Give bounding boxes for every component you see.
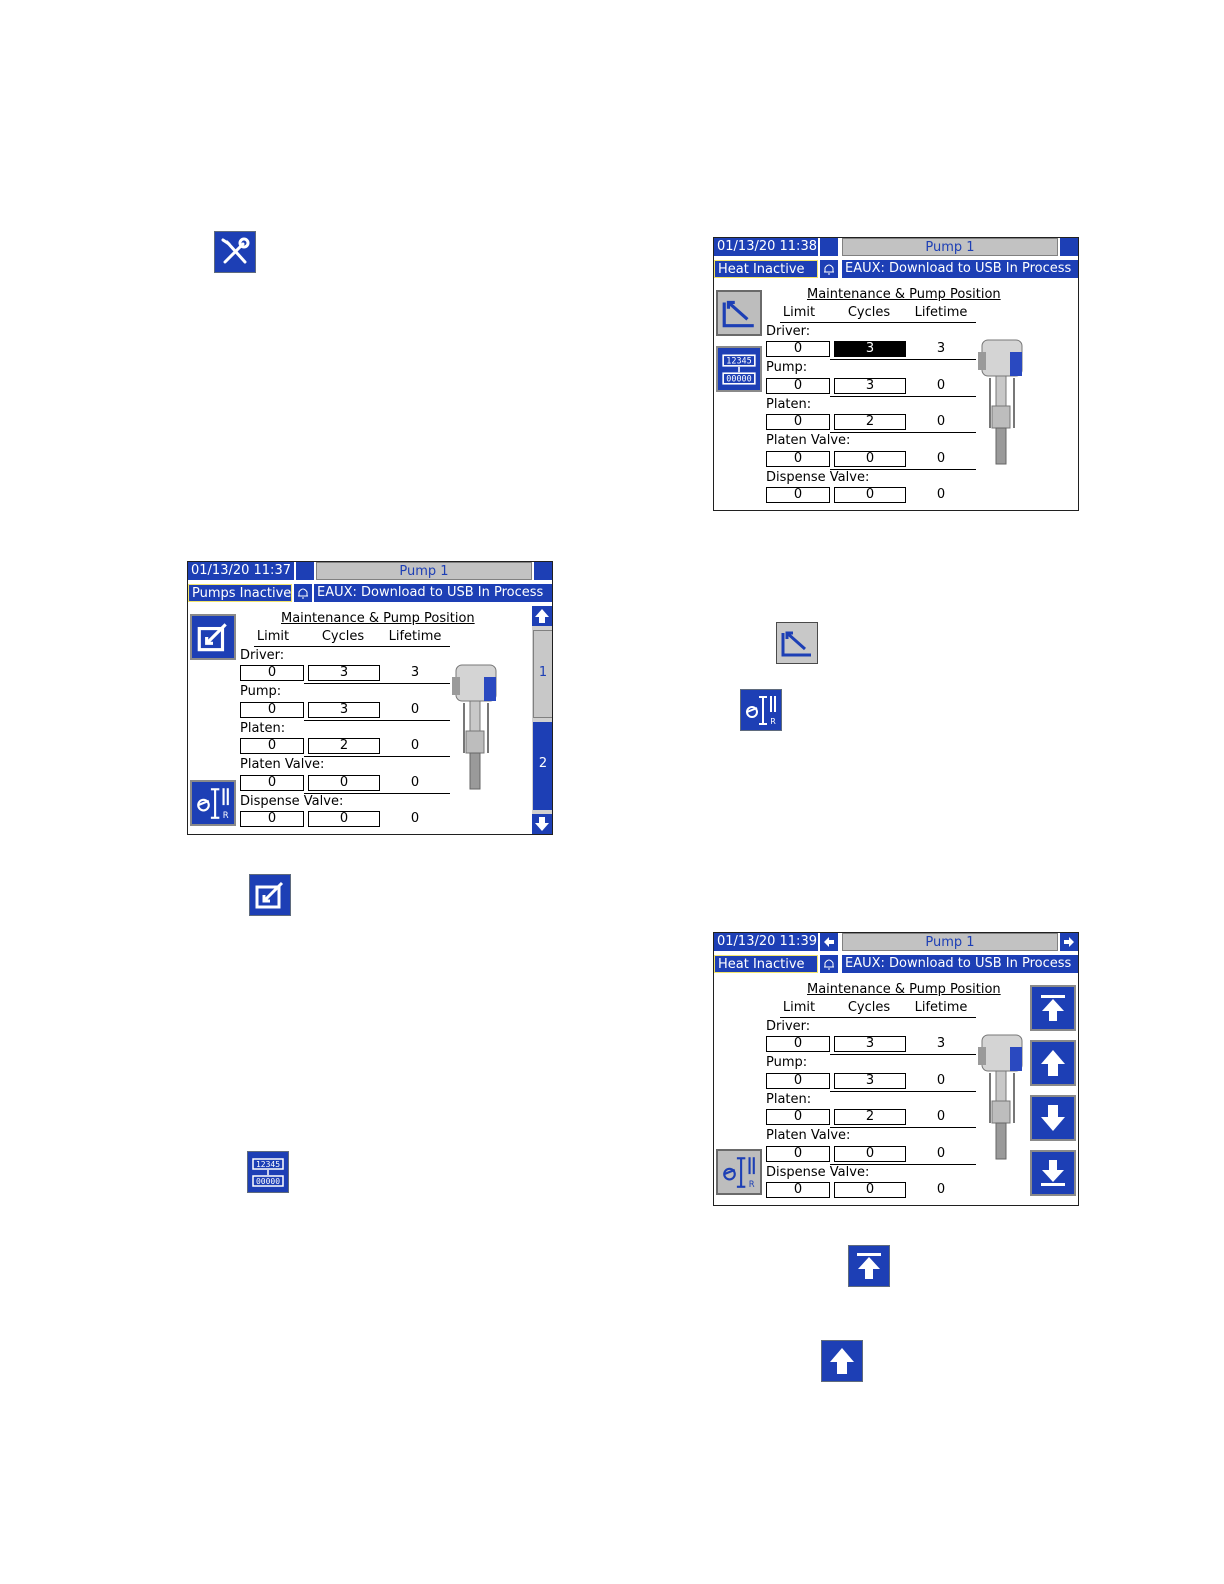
column-cycles: Cycles	[847, 305, 891, 320]
scroll-down-button[interactable]	[532, 814, 552, 834]
page-1-tab[interactable]: 1	[533, 630, 553, 718]
row-label: Driver:	[766, 324, 811, 339]
exit-edit-icon[interactable]	[776, 622, 818, 664]
svg-text:R: R	[222, 809, 229, 820]
edit-button[interactable]	[190, 614, 236, 660]
pump-position-button[interactable]	[190, 780, 236, 826]
lifetime-value: 0	[936, 1073, 946, 1088]
limit-field[interactable]: 0	[240, 811, 304, 827]
maintenance-screen-edit	[713, 237, 1079, 511]
svg-text:R: R	[748, 1178, 755, 1189]
svg-text:12345: 12345	[726, 355, 752, 366]
nav-left-button[interactable]	[820, 933, 838, 951]
lifetime-value: 3	[936, 341, 946, 356]
cycles-field[interactable]: 3	[834, 378, 906, 394]
status-label: Heat Inactive	[714, 260, 818, 278]
limit-field[interactable]: 0	[766, 414, 830, 430]
message-label: EAUX: Download to USB In Process	[314, 584, 552, 602]
row-label: Dispense Valve:	[766, 1165, 870, 1180]
row-label: Platen:	[240, 721, 286, 736]
reset-counter-button[interactable]	[716, 346, 762, 392]
cycles-field: 3	[308, 665, 380, 681]
row-divider	[830, 1054, 976, 1055]
screen-heading: Maintenance & Pump Position	[281, 611, 475, 626]
screen-title: Pump 1	[842, 933, 1058, 951]
limit-field[interactable]: 0	[766, 1146, 830, 1162]
datetime-label: 01/13/20 11:37	[188, 562, 294, 580]
move-bottom-button[interactable]	[1030, 1150, 1076, 1196]
row-divider	[830, 1091, 976, 1092]
cycles-field[interactable]: 0	[834, 451, 906, 467]
limit-field[interactable]: 0	[240, 665, 304, 681]
scroll-top-icon[interactable]	[848, 1245, 890, 1287]
lifetime-value: 0	[410, 702, 420, 717]
message-label: EAUX: Download to USB In Process	[842, 260, 1078, 278]
edit-icon	[194, 618, 232, 656]
column-limit: Limit	[256, 629, 290, 644]
scroll-bottom-icon	[1035, 1155, 1071, 1191]
arrow-up-icon	[532, 606, 552, 626]
cycles-field: 2	[308, 738, 380, 754]
row-divider	[830, 1127, 976, 1128]
cycles-field: 3	[834, 1073, 906, 1089]
pump-position-screen	[713, 932, 1079, 1206]
reset-counter-icon	[720, 350, 758, 388]
cycles-field: 0	[834, 1146, 906, 1162]
svg-text:12345: 12345	[255, 1160, 281, 1169]
arrow-up-icon	[1035, 1045, 1071, 1081]
limit-field[interactable]: 0	[240, 702, 304, 718]
cycles-field[interactable]: 0	[834, 487, 906, 503]
setup-wrench-screwdriver-icon[interactable]	[214, 231, 256, 273]
arrow-up-icon[interactable]	[821, 1340, 863, 1382]
column-cycles: Cycles	[321, 629, 365, 644]
move-top-button[interactable]	[1030, 985, 1076, 1031]
column-limit: Limit	[782, 1000, 816, 1015]
lifetime-value: 0	[410, 811, 420, 826]
nav-left-square[interactable]	[296, 562, 314, 580]
scroll-top-icon	[1035, 990, 1071, 1026]
column-lifetime: Lifetime	[914, 305, 968, 320]
status-label: Heat Inactive	[714, 955, 818, 973]
column-lifetime: Lifetime	[388, 629, 442, 644]
reset-counter-icon[interactable]	[247, 1151, 289, 1193]
bell-icon[interactable]	[820, 260, 838, 278]
row-label: Platen Valve:	[766, 1128, 851, 1143]
limit-field[interactable]: 0	[766, 1073, 830, 1089]
maintenance-screen-view	[187, 561, 553, 835]
bell-icon[interactable]	[820, 955, 838, 973]
column-lifetime: Lifetime	[914, 1000, 968, 1015]
row-label: Platen Valve:	[240, 757, 325, 772]
row-label: Driver:	[766, 1019, 811, 1034]
row-label: Platen:	[766, 1092, 812, 1107]
row-label: Platen Valve:	[766, 433, 851, 448]
lifetime-value: 0	[936, 1146, 946, 1161]
row-divider	[830, 432, 976, 433]
row-divider	[304, 756, 450, 757]
svg-text:00000: 00000	[255, 1177, 281, 1186]
lifetime-value: 3	[410, 665, 420, 680]
pump-illustration	[976, 1027, 1030, 1163]
lifetime-value: 0	[936, 1109, 946, 1124]
cycles-field: 0	[308, 811, 380, 827]
column-cycles: Cycles	[847, 1000, 891, 1015]
lifetime-value: 0	[410, 775, 420, 790]
pump-illustration	[450, 657, 504, 793]
svg-text:00000: 00000	[726, 373, 752, 384]
exit-edit-icon	[720, 294, 758, 332]
exit-edit-button[interactable]	[716, 290, 762, 336]
limit-field[interactable]: 0	[766, 1109, 830, 1125]
screen-title: Pump 1	[316, 562, 532, 580]
pump-position-icon[interactable]	[740, 689, 782, 731]
svg-text:R: R	[770, 717, 776, 726]
lifetime-value: 3	[936, 1036, 946, 1051]
edit-icon[interactable]	[249, 874, 291, 916]
move-up-button[interactable]	[1030, 1040, 1076, 1086]
move-down-button[interactable]	[1030, 1095, 1076, 1141]
row-label: Pump:	[766, 360, 808, 375]
lifetime-value: 0	[936, 378, 946, 393]
cycles-field: 0	[834, 1182, 906, 1198]
scroll-up-button[interactable]	[532, 606, 552, 626]
column-underline	[780, 1017, 976, 1018]
lifetime-value: 0	[936, 487, 946, 502]
column-underline	[254, 646, 450, 647]
limit-field[interactable]: 0	[766, 451, 830, 467]
row-divider	[830, 359, 976, 360]
datetime-label: 01/13/20 11:39	[714, 933, 818, 951]
pump-position-button-active[interactable]	[716, 1149, 762, 1195]
lifetime-value: 0	[410, 738, 420, 753]
row-divider	[830, 396, 976, 397]
nav-right-square[interactable]	[534, 562, 552, 580]
arrow-down-icon	[532, 814, 552, 834]
column-limit: Limit	[782, 305, 816, 320]
page-2-tab[interactable]: 2	[533, 722, 553, 810]
message-label: EAUX: Download to USB In Process	[842, 955, 1078, 973]
row-label: Platen:	[766, 397, 812, 412]
arrow-right-icon	[1062, 935, 1076, 949]
lifetime-value: 0	[936, 451, 946, 466]
cycles-field: 3	[308, 702, 380, 718]
limit-field[interactable]: 0	[766, 1036, 830, 1052]
screen-title: Pump 1	[842, 238, 1058, 256]
arrow-left-icon	[822, 935, 836, 949]
cycles-field: 3	[834, 1036, 906, 1052]
row-label: Pump:	[240, 684, 282, 699]
cycles-field[interactable]: 2	[834, 414, 906, 430]
row-label: Dispense Valve:	[766, 470, 870, 485]
bell-icon[interactable]	[294, 584, 312, 602]
limit-field[interactable]: 0	[766, 487, 830, 503]
lifetime-value: 0	[936, 1182, 946, 1197]
status-label: Pumps Inactive	[188, 584, 292, 602]
pump-position-icon	[720, 1153, 758, 1191]
nav-right-square[interactable]	[1060, 238, 1078, 256]
pump-position-icon	[194, 784, 232, 822]
nav-right-button[interactable]	[1060, 933, 1078, 951]
row-label: Pump:	[766, 1055, 808, 1070]
limit-field[interactable]: 0	[766, 1182, 830, 1198]
nav-left-square[interactable]	[820, 238, 838, 256]
cycles-field-selected[interactable]: 3	[834, 341, 906, 357]
limit-field[interactable]: 0	[766, 341, 830, 357]
screen-heading: Maintenance & Pump Position	[807, 287, 1001, 302]
limit-field[interactable]: 0	[240, 738, 304, 754]
column-underline	[780, 322, 976, 323]
limit-field[interactable]: 0	[240, 775, 304, 791]
row-label: Driver:	[240, 648, 285, 663]
row-divider	[304, 683, 450, 684]
lifetime-value: 0	[936, 414, 946, 429]
pump-illustration	[976, 332, 1030, 468]
cycles-field: 2	[834, 1109, 906, 1125]
screen-heading: Maintenance & Pump Position	[807, 982, 1001, 997]
cycles-field: 0	[308, 775, 380, 791]
arrow-down-icon	[1035, 1100, 1071, 1136]
limit-field[interactable]: 0	[766, 378, 830, 394]
row-divider	[304, 720, 450, 721]
row-label: Dispense Valve:	[240, 794, 344, 809]
datetime-label: 01/13/20 11:38	[714, 238, 818, 256]
